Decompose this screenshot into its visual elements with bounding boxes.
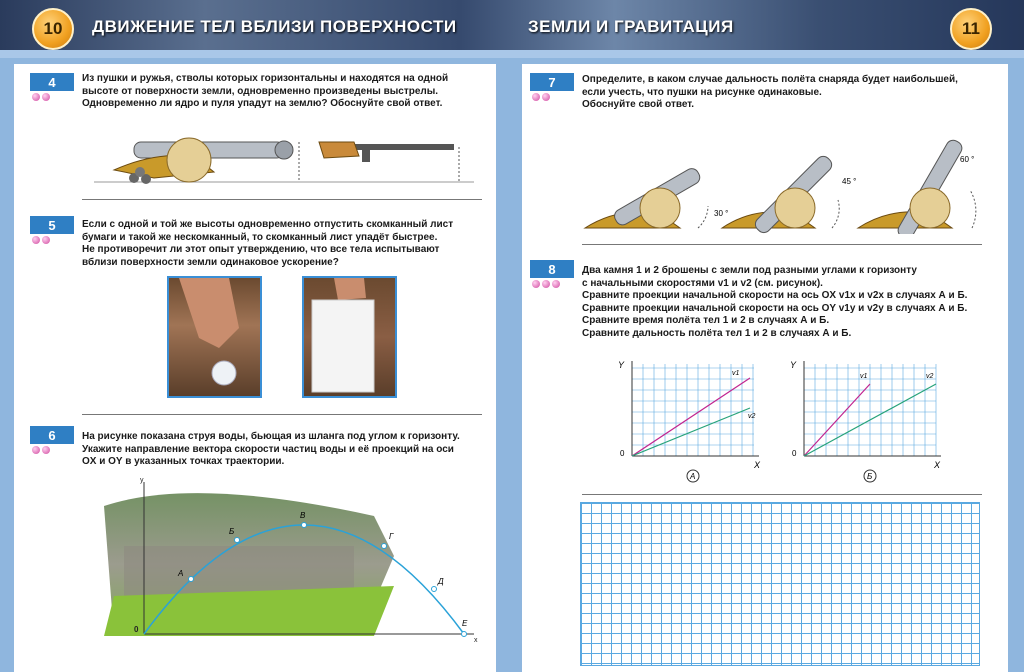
crumpled-paper-photo: [167, 276, 262, 398]
text-line: OX и OY в указанных точках траектории.: [82, 456, 285, 467]
graph-label: Б: [867, 472, 873, 481]
right-page-number: 11: [950, 8, 992, 50]
left-page-number: 10: [32, 8, 74, 50]
question-7-text: [582, 74, 992, 112]
cannon-and-rifle-illustration: [94, 122, 484, 188]
point-label: Б: [229, 527, 235, 536]
v1-label: v1: [732, 370, 740, 377]
point-label: Д: [438, 577, 444, 586]
difficulty-dots: [32, 446, 50, 454]
point-g: [382, 544, 387, 549]
difficulty-dots: [532, 280, 560, 288]
text-line: бумаги и такой же нескомканный, то скомканный лист упадёт быстрее.: [82, 231, 438, 243]
point-v: [302, 523, 307, 528]
answer-grid-area[interactable]: [580, 502, 980, 666]
point-e: [462, 632, 467, 637]
text-line: если учесть, что пушки на рисунке одинаковые.: [582, 86, 822, 98]
difficulty-dot: [42, 236, 50, 244]
text-line: Если с одной и той же высоты одновременно отпустить скомканный лист: [82, 219, 454, 230]
text-line: Сравните время полёта тел 1 и 2 в случаях А и Б.: [582, 315, 830, 326]
question-5-badge: 5: [30, 216, 74, 234]
axis-x-label: X: [754, 460, 761, 470]
right-page: [522, 64, 1008, 672]
text-line: Сравните дальность полёта тел 1 и 2 в случаях А и Б.: [582, 327, 852, 339]
text-line: На рисунке показана струя воды, бьющая из шланга под углом к горизонту.: [82, 431, 460, 442]
v2-label: v2: [926, 373, 934, 380]
origin-label: 0: [792, 449, 797, 458]
difficulty-dot: [542, 280, 550, 288]
axis-y-label: Y: [618, 360, 625, 370]
difficulty-dot: [32, 236, 40, 244]
vector-v2: [632, 408, 750, 456]
text-line: Укажите направление вектора скорости частиц воды и её проекций на оси: [82, 443, 454, 455]
axis-y-label: Y: [790, 360, 797, 370]
question-6-badge: 6: [30, 426, 74, 444]
difficulty-dot: [552, 280, 560, 288]
question-8-badge: 8: [530, 260, 574, 278]
divider: [582, 494, 982, 495]
origin-label: 0: [620, 449, 625, 458]
text-line: Сравните проекции начальной скорости на ось OY v1y и v2y в случаях А и Б.: [582, 302, 968, 314]
question-6-text: [82, 431, 487, 469]
page-header: [0, 0, 1024, 58]
point-b: [235, 538, 240, 543]
angle-label: 60 °: [960, 155, 975, 164]
cannon-30: [585, 166, 728, 228]
axis-y-label: y: [140, 477, 144, 484]
difficulty-dot: [532, 280, 540, 288]
difficulty-dot: [32, 93, 40, 101]
text-line: Из пушки и ружья, стволы которых горизонтальны и находятся на одной: [82, 73, 449, 84]
text-line: вблизи поверхности земли одинаковое ускорение?: [82, 256, 339, 268]
text-line: Обоснуйте свой ответ.: [582, 99, 695, 110]
axis-x-label: x: [474, 637, 478, 644]
divider: [82, 199, 482, 200]
grid: [632, 364, 754, 456]
question-8-text: [582, 265, 997, 340]
cannon-60: [858, 138, 976, 234]
point-a: [189, 577, 194, 582]
divider: [82, 414, 482, 415]
text-line: Одновременно ли ядро и пуля упадут на землю? Обоснуйте свой ответ.: [82, 98, 443, 109]
point-label: В: [300, 511, 306, 520]
axis-x-label: X: [934, 460, 941, 470]
v1-label: v1: [860, 373, 868, 380]
point-d: [432, 587, 437, 592]
question-7-badge: 7: [530, 73, 574, 91]
point-label: Е: [462, 619, 468, 628]
origin-label: 0: [134, 625, 139, 634]
three-cannons-illustration: [580, 116, 990, 234]
chapter-title-left: ДВИЖЕНИЕ ТЕЛ ВБЛИЗИ ПОВЕРХНОСТИ: [92, 17, 457, 36]
chapter-title-right: ЗЕМЛИ И ГРАВИТАЦИЯ: [528, 17, 734, 36]
point-label: А: [178, 569, 184, 578]
hand-with-flat-paper: [304, 278, 395, 396]
graph-a: [614, 356, 764, 486]
cannon-45: [722, 153, 856, 234]
text-line: Определите, в каком случае дальность полёта снаряда будет наибольшей,: [582, 74, 958, 85]
v2-label: v2: [748, 413, 756, 420]
divider: [582, 244, 982, 245]
difficulty-dots: [532, 93, 550, 101]
flat-paper-photo: [302, 276, 397, 398]
text-line: Два камня 1 и 2 брошены с земли под разными углами к горизонту: [582, 265, 917, 276]
difficulty-dot: [32, 446, 40, 454]
question-4-badge: 4: [30, 73, 74, 91]
text-line: Сравните проекции начальной скорости на ось OX v1x и v2x в случаях А и Б.: [582, 290, 968, 301]
question-4-text: [82, 73, 482, 111]
angle-label: 30 °: [714, 209, 729, 218]
difficulty-dot: [42, 446, 50, 454]
text-line: с начальными скоростями v1 и v2 (см. рисунок).: [582, 277, 823, 289]
header-stripe: [0, 50, 1024, 58]
point-label: Г: [389, 532, 394, 541]
difficulty-dot: [42, 93, 50, 101]
angle-label: 45 °: [842, 177, 857, 186]
text-line: Не противоречит ли этот опыт утверждению, что все тела испытывают: [82, 244, 440, 255]
difficulty-dots: [32, 236, 50, 244]
difficulty-dots: [32, 93, 50, 101]
text-line: высоте от поверхности земли, одновременно произведены выстрелы.: [82, 85, 439, 97]
grid: [804, 364, 936, 456]
graph-b: [786, 356, 946, 486]
difficulty-dot: [532, 93, 540, 101]
graph-label: А: [690, 472, 696, 481]
question-5-text: [82, 219, 482, 269]
difficulty-dot: [542, 93, 550, 101]
hand-with-crumpled-paper: [169, 278, 260, 396]
left-page: [14, 64, 496, 672]
water-jet-illustration: [94, 476, 484, 646]
